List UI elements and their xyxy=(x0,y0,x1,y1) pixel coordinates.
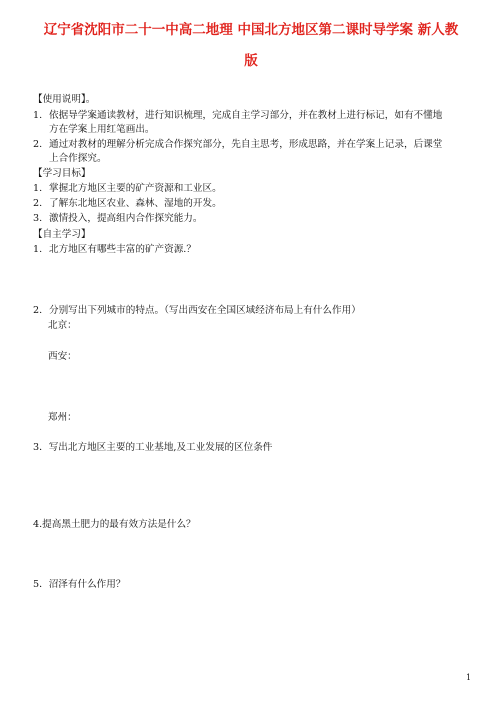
question-2 xyxy=(33,304,361,317)
goal-item-2-text: 了解东北地区农业、森林、湿地的开发。 xyxy=(49,198,222,209)
goal-item-3 xyxy=(33,212,203,225)
self-study-header: 【自主学习】 xyxy=(33,229,91,240)
document-title-line2: 版 xyxy=(244,53,258,69)
goal-item-1 xyxy=(33,182,222,195)
question-2-num: 2. xyxy=(33,305,43,316)
usage-item-2-cont: 上合作探究。 xyxy=(49,153,107,164)
question-1 xyxy=(33,243,196,256)
usage-item-1 xyxy=(33,109,442,122)
usage-item-2-text: 通过对教材的理解分析完成合作探究部分，先自主思考，形成思路，并在学案上记录，后课堂 xyxy=(49,139,443,150)
city-zhengzhou-label: 郑州： xyxy=(48,412,77,423)
usage-item-1-text: 依据导学案通读教材，进行知识梳理，完成自主学习部分，并在教材上进行标记，如有不懂地 xyxy=(49,110,443,121)
goal-item-3-text: 激情投入，提高组内合作探究能力。 xyxy=(49,213,203,224)
question-3: 3．写出北方地区主要的工业基地,及工业发展的区位条件 xyxy=(33,442,273,453)
goal-item-3-num: 3. xyxy=(33,213,43,224)
city-beijing-label: 北京： xyxy=(48,320,77,331)
usage-item-1-cont: 方在学案上用红笔画出。 xyxy=(49,124,155,135)
question-5: 5．沼泽有什么作用？ xyxy=(33,579,126,590)
document-title-line1: 辽宁省沈阳市二十一中高二地理 中国北方地区第二课时导学案 新人教 xyxy=(43,22,459,38)
usage-item-2-num: 2. xyxy=(33,139,43,150)
city-xian-label: 西安： xyxy=(48,351,77,362)
goal-item-1-num: 1. xyxy=(33,183,43,194)
question-4: 4.提高黑土肥力的最有效方法是什么？ xyxy=(33,519,196,530)
goals-header: 【学习目标】 xyxy=(33,168,91,179)
question-2-text: 分别写出下列城市的特点。（写出西安在全国区域经济布局上有什么作用） xyxy=(49,305,361,316)
page-number: 1 xyxy=(466,673,472,682)
question-1-text: 北方地区有哪些丰富的矿产资源.？ xyxy=(49,244,196,255)
goal-item-2-num: 2. xyxy=(33,198,43,209)
usage-item-1-num: 1. xyxy=(33,110,43,121)
goal-item-2 xyxy=(33,197,222,210)
goal-item-1-text: 掌握北方地区主要的矿产资源和工业区。 xyxy=(49,183,222,194)
usage-header: 【使用说明】。 xyxy=(33,94,96,105)
usage-item-2 xyxy=(33,138,442,151)
question-1-num: 1. xyxy=(33,244,43,255)
